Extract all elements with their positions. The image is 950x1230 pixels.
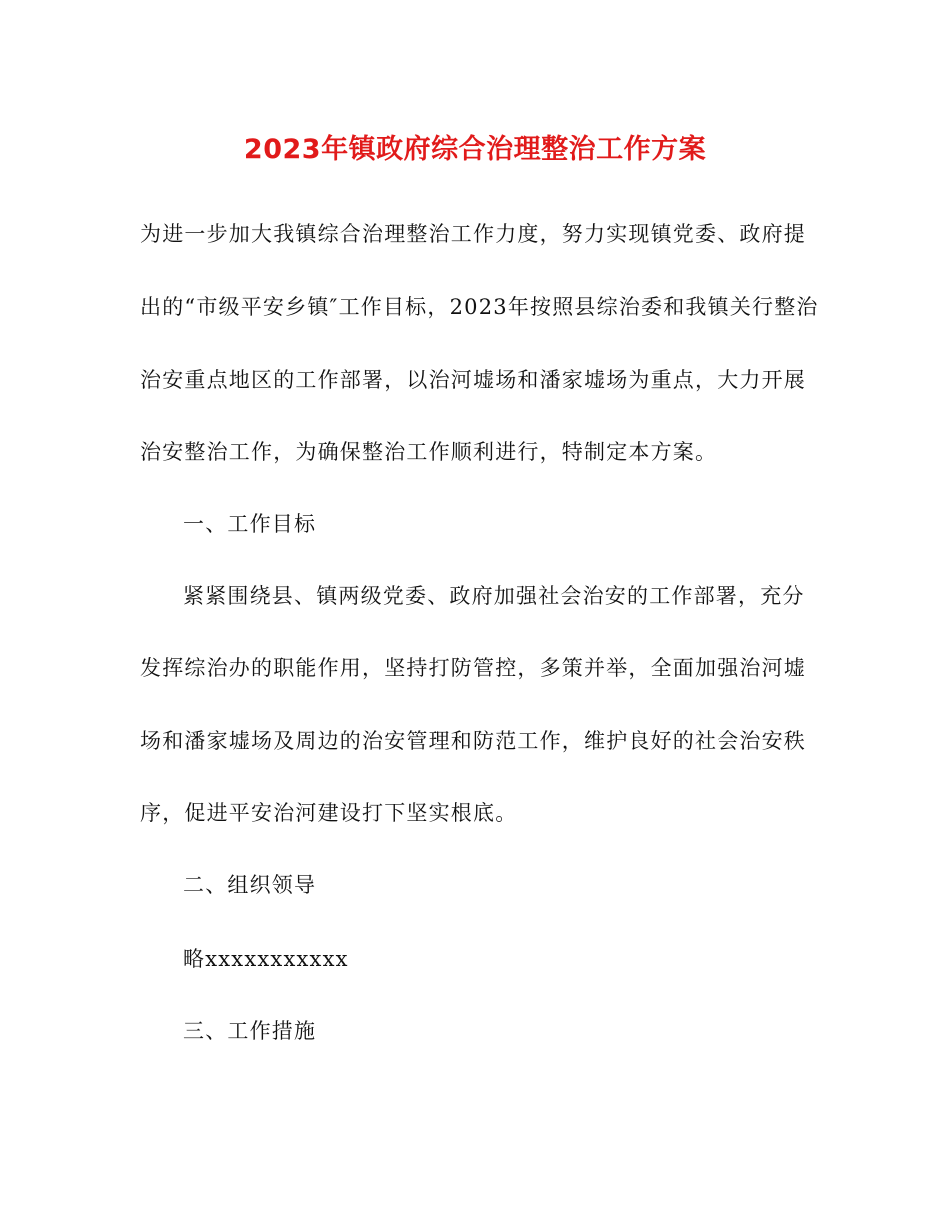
paragraph-line: 场和潘家墟场及周边的治安管理和防范工作，维护良好的社会治安秩 (140, 729, 806, 753)
paragraph-line: 治安重点地区的工作部署，以治河墟场和潘家墟场为重点，大力开展 (140, 368, 806, 392)
paragraph-line: 序，促进平安治河建设打下坚实根底。 (140, 801, 518, 825)
paragraph-line: 为进一步加大我镇综合治理整治工作力度，努力实现镇党委、政府提 (140, 222, 806, 246)
document-title: 2023年镇政府综合治理整治工作方案 (243, 134, 707, 165)
section-heading-leadership: 二、组织领导 (183, 873, 317, 897)
section-heading-goals: 一、工作目标 (183, 512, 317, 536)
paragraph-line: 治安整治工作，为确保整治工作顺利进行，特制定本方案。 (140, 440, 718, 464)
paragraph-line: 略xxxxxxxxxxx (183, 947, 349, 971)
paragraph-line: 出的“市级平安乡镇″工作目标，2023年按照县综治委和我镇关行整治 (140, 295, 819, 319)
section-heading-measures: 三、工作措施 (183, 1019, 317, 1043)
paragraph-line: 发挥综治办的职能作用，坚持打防管控，多策并举，全面加强治河墟 (140, 656, 806, 680)
paragraph-line: 紧紧围绕县、镇两级党委、政府加强社会治安的工作部署，充分 (183, 584, 805, 608)
